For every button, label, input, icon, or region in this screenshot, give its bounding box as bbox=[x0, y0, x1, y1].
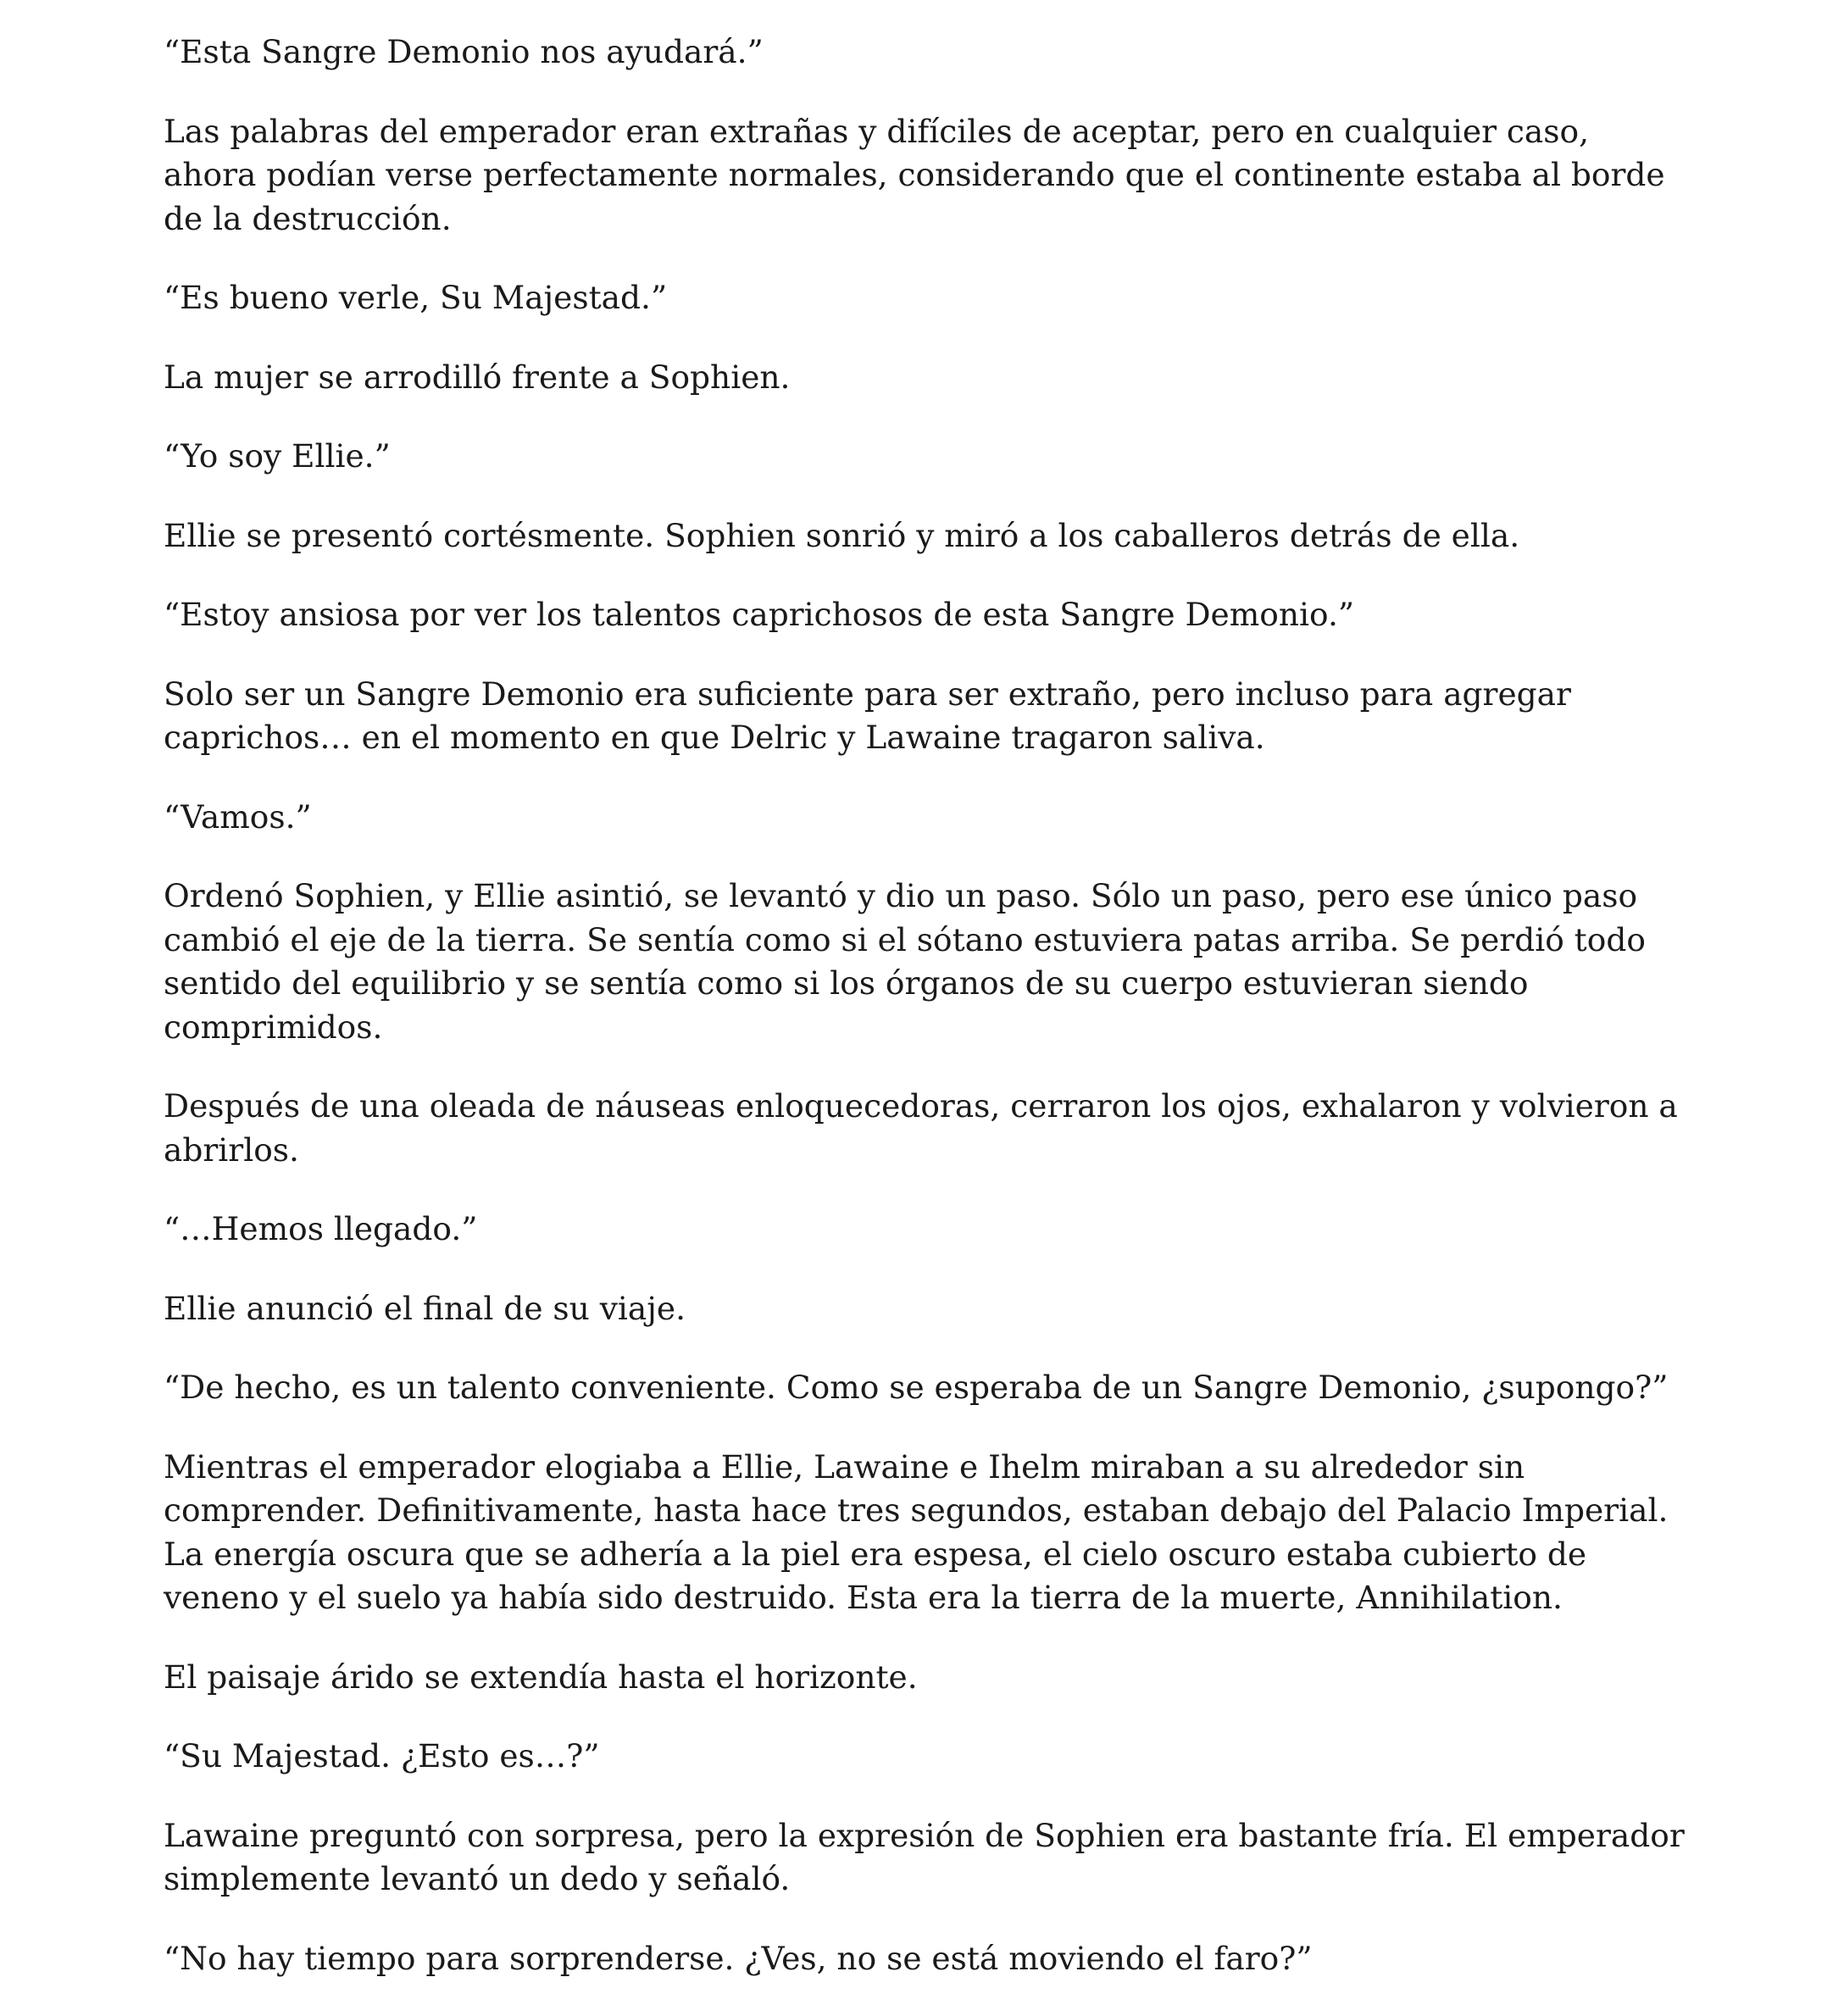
paragraph: Ellie se presentó cortésmente. Sophien sonrió y miró a los caballeros detrás de ella. bbox=[164, 516, 1520, 554]
paragraph: “Es bueno verle, Su Majestad.” bbox=[164, 279, 668, 316]
paragraph: “Vamos.” bbox=[164, 797, 312, 836]
paragraph: Mientras el emperador elogiaba a Ellie, Lawaine e Ihelm miraban a su alrededor sin comprender. Definitivamente, hasta hace tres segundos, estaban debajo del Palacio Imperial. La energía oscura que se adhería a la piel era espesa, el cielo oscuro estaba cubierto de veneno y el suelo ya había sido destruido. Esta era la tierra de la muerte, Annihilation. bbox=[164, 1447, 1669, 1616]
paragraph: “Su Majestad. ¿Esto es…?” bbox=[164, 1737, 600, 1774]
paragraph: “…Hemos llegado.” bbox=[164, 1210, 478, 1247]
paragraph: “Esta Sangre Demonio nos ayudará.” bbox=[164, 33, 764, 70]
paragraph: “De hecho, es un talento conveniente. Como se esperaba de un Sangre Demonio, ¿supongo?” bbox=[164, 1369, 1669, 1406]
paragraph: “Yo soy Ellie.” bbox=[164, 437, 391, 475]
paragraph: Ellie anunció el final de su viaje. bbox=[164, 1289, 686, 1327]
paragraph: El paisaje árido se extendía hasta el horizonte. bbox=[164, 1658, 918, 1696]
paragraph: Lawaine preguntó con sorpresa, pero la expresión de Sophien era bastante fría. El emperador simplemente levantó un dedo y señaló. bbox=[164, 1816, 1685, 1897]
paragraph: Las palabras del emperador eran extrañas y difíciles de aceptar, pero en cualquier caso, ahora podían verse perfectamente normales, considerando que el continente estaba al borde de la destrucción. bbox=[164, 112, 1665, 237]
paragraph: La mujer se arrodilló frente a Sophien. bbox=[164, 358, 791, 396]
paragraph: Después de una oleada de náuseas enloquecedoras, cerraron los ojos, exhalaron y volvieron a abrirlos. bbox=[164, 1087, 1678, 1169]
paragraph: Ordenó Sophien, y Ellie asintió, se levantó y dio un paso. Sólo un paso, pero ese único paso cambió el eje de la tierra. Se sentía como si el sótano estuviera patas arriba. Se perdió todo sentido del equilibrio y se sentía como si los órganos de su cuerpo estuvieran siendo comprimidos. bbox=[164, 877, 1646, 1046]
paragraph: Solo ser un Sangre Demonio era suficiente para ser extraño, pero incluso para agregar caprichos… en el momento en que Delric y Lawaine tragaron saliva. bbox=[164, 675, 1571, 756]
paragraph: “Estoy ansiosa por ver los talentos caprichosos de esta Sangre Demonio.” bbox=[164, 596, 1355, 633]
paragraph: “No hay tiempo para sorprenderse. ¿Ves, no se está moviendo el faro?” bbox=[164, 1939, 1313, 1977]
document-page bbox=[164, 31, 1689, 2016]
